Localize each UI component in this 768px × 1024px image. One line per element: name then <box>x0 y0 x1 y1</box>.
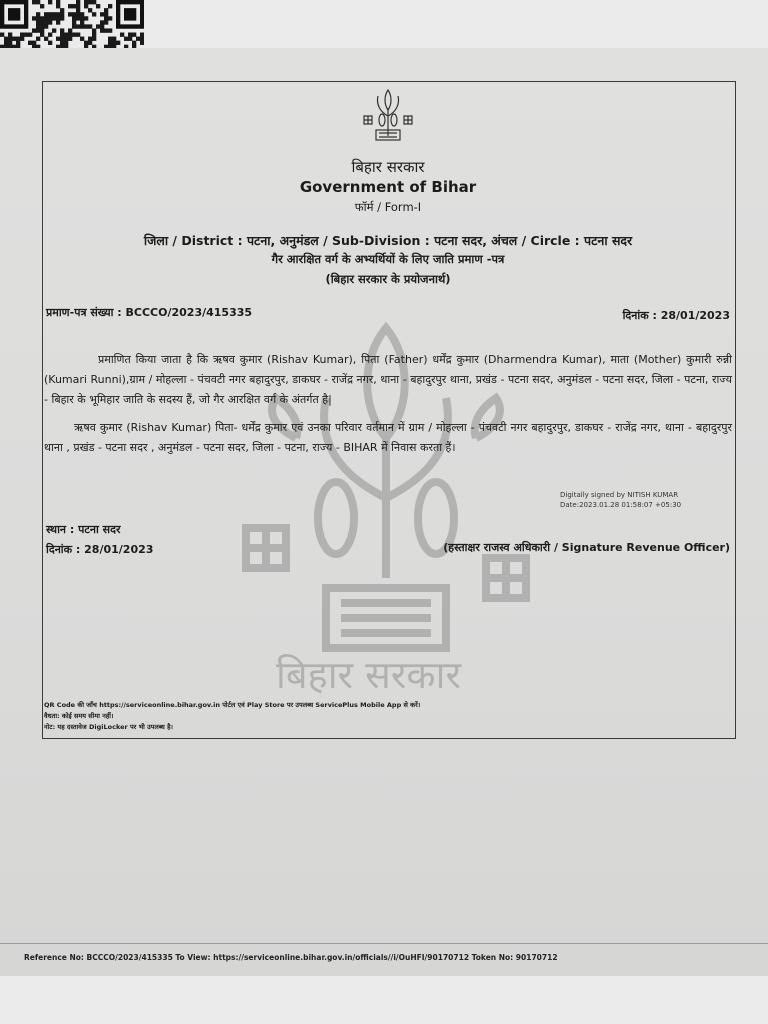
certificate-number: प्रमाण-पत्र संख्या : BCCCO/2023/415335 <box>46 306 253 319</box>
reference-divider <box>0 943 768 944</box>
validity-note: वैधता: कोई समय सीमा नहीं। <box>44 712 114 720</box>
digital-signature-name: Digitally signed by NITISH KUMAR <box>560 491 679 499</box>
digilocker-note: नोट: यह दस्तावेज DigiLocker पर भी उपलब्ध है। <box>44 723 173 731</box>
bihar-emblem-icon <box>358 86 418 144</box>
qr-verification-note: QR Code की जाँच https://serviceonline.bihar.gov.in पोर्टल एवं Play Store पर उपलब्ध ServicePlus Mobile App से करें। <box>44 701 421 709</box>
body-paragraph-1: प्रमाणित किया जाता है कि ऋषव कुमार (Rishav Kumar), पिता (Father) धर्मेंद्र कुमार (Dharmendra Kumar), माता (Mother) कुमारी रुन्नी (Kumari Runni),ग्राम / मोहल्ला - पंचवटी नगर बहादुरपुर, डाकघर - राजेंद्र नगर, थाना - बहादुरपुर थाना, प्रखंड - पटना सदर, अनुमंडल - पटना सदर, जिला - पटना, राज्य - बिहार के भूमिहार जाति के सदस्य हैं, जो गैर आरक्षित वर्ग के अंतर्गत है| <box>44 353 732 406</box>
place-label: स्थान : पटना सदर <box>46 523 121 536</box>
digital-signature <box>560 490 681 510</box>
signature-label: (हस्ताक्षर राजस्व अधिकारी / Signature Revenue Officer) <box>443 541 730 554</box>
form-label: फॉर्म / Form-I <box>354 200 422 214</box>
body-paragraph-2: ऋषव कुमार (Rishav Kumar) पिता- धर्मेंद्र कुमार एवं उनका परिवार वर्तमान में ग्राम / मोहल्ला - पंचवटी नगर बहादुरपुर, डाकघर - राजेंद्र नगर, थाना - बहादुरपुर थाना , प्रखंड - पटना सदर , अनुमंडल - पटना सदर, जिला - पटना, राज्य - BIHAR में निवास करता हैं। <box>44 421 732 454</box>
certificate-date: दिनांक : 28/01/2023 <box>622 309 730 322</box>
district-line: जिला / District : पटना, अनुमंडल / Sub-Division : पटना सदर, अंचल / Circle : पटना सदर <box>143 233 633 248</box>
certificate-subtitle: गैर आरक्षित वर्ग के अभ्यर्थियों के लिए जाति प्रमाण -पत्र <box>271 252 505 266</box>
title-english: Government of Bihar <box>299 178 477 196</box>
issue-date: दिनांक : 28/01/2023 <box>46 543 154 556</box>
watermark-text: बिहार सरकार <box>276 653 461 697</box>
title-hindi: बिहार सरकार <box>351 158 425 176</box>
certificate-purpose: (बिहार सरकार के प्रयोजनार्थ) <box>325 272 451 286</box>
reference-line: Reference No: BCCCO/2023/415335 To View: https://serviceonline.bihar.gov.in/officials//i/OuHFI/90170712 Token No: 90170712 <box>24 953 558 962</box>
digital-signature-date: Date:2023.01.28 01:58:07 +05:30 <box>560 501 682 509</box>
